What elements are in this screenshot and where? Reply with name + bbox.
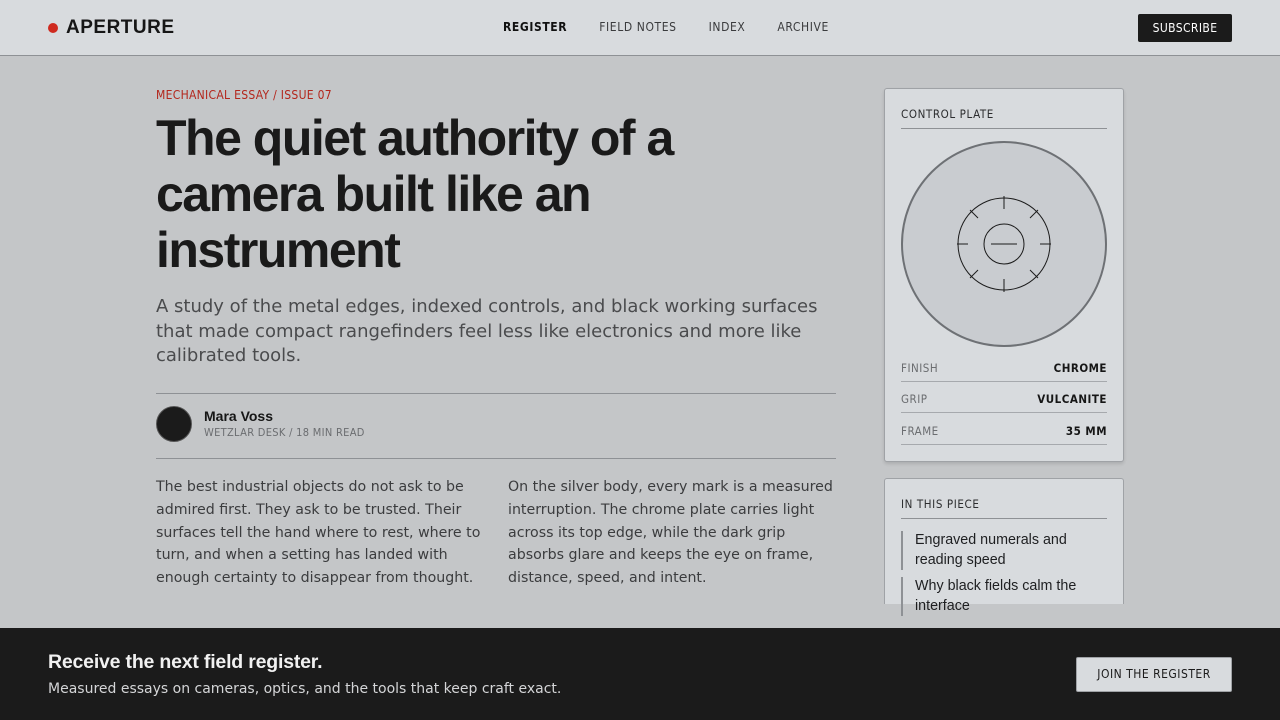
article-dek: A study of the metal edges, indexed controls, and black working surfaces that made compact rangefinders feel less like electronics and more like calibrated tools. <box>156 296 818 366</box>
footer-subtitle: Measured essays on cameras, optics, and the tools that keep craft exact. <box>48 681 562 697</box>
toc-item[interactable]: Why black fields calm the interface <box>901 577 1091 616</box>
nav-item-archive[interactable]: ARCHIVE <box>777 20 829 34</box>
author-name[interactable]: Mara Voss <box>204 408 273 424</box>
spec-label: GRIP <box>901 392 928 406</box>
top-navigation-bar <box>0 0 1280 56</box>
brand-name: APERTURE <box>66 17 175 38</box>
nav-item-field-notes[interactable]: FIELD NOTES <box>599 20 677 34</box>
toc-title: IN THIS PIECE <box>901 497 980 511</box>
nav-item-register[interactable]: REGISTER <box>503 20 568 34</box>
spec-value: 35 MM <box>1065 424 1107 438</box>
join-register-button[interactable]: JOIN THE REGISTER <box>1076 657 1232 692</box>
byline-bottom-divider <box>156 458 836 459</box>
footer-title: Receive the next field register. <box>48 651 323 673</box>
spec-label: FINISH <box>901 361 939 375</box>
toc-item[interactable]: Engraved numerals and reading speed <box>901 531 1091 570</box>
spec-row-frame <box>901 414 1107 445</box>
spec-row-grip <box>901 382 1107 413</box>
card-divider <box>901 518 1107 519</box>
control-plate-title: CONTROL PLATE <box>901 107 994 121</box>
newsletter-footer <box>0 628 1280 720</box>
spec-label: FRAME <box>901 424 939 438</box>
author-avatar[interactable] <box>156 406 192 442</box>
article-kicker[interactable]: MECHANICAL ESSAY / ISSUE 07 <box>156 88 332 102</box>
in-this-piece-card <box>884 478 1124 614</box>
control-plate-card <box>884 88 1124 462</box>
spec-value: VULCANITE <box>1037 392 1107 406</box>
body-paragraph-2: On the silver body, every mark is a measured interruption. The chrome plate carries light across its top edge, while the dark grip absorbs glare and keeps the eye on frame, distance, speed, and intent. <box>508 479 833 587</box>
article-headline: The quiet authority of a camera built like an instrument <box>156 110 673 278</box>
body-paragraph-1: The best industrial objects do not ask to be admired first. They ask to be trusted. Their surfaces tell the hand where to rest, where to turn, and when a setting has landed with enough certainty to disappear from thought. <box>156 479 481 587</box>
byline-top-divider <box>156 393 836 394</box>
main-nav <box>503 20 861 34</box>
brand-logo[interactable] <box>48 17 175 39</box>
nav-item-index[interactable]: INDEX <box>708 20 746 34</box>
author-meta: WETZLAR DESK / 18 MIN READ <box>204 426 365 439</box>
subscribe-button[interactable]: SUBSCRIBE <box>1138 14 1232 42</box>
brand-dot-icon <box>48 23 58 33</box>
dial-illustration-icon <box>901 141 1107 347</box>
spec-value: CHROME <box>1053 361 1107 375</box>
spec-row-finish <box>901 351 1107 382</box>
card-divider <box>901 128 1107 129</box>
